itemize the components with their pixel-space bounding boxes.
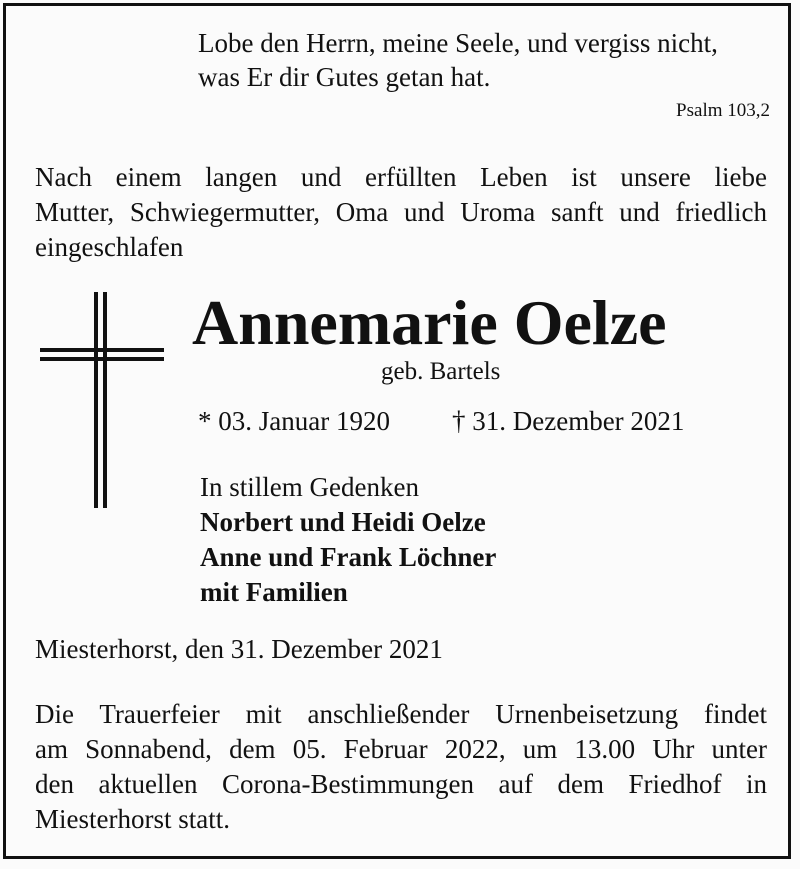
maiden-name: geb. Bartels — [381, 358, 501, 385]
death-date: † 31. Dezember 2021 — [452, 406, 685, 436]
service-line: den aktuellen Corona-Bestimmungen auf dem Friedhof in — [35, 769, 767, 799]
verse-line: Lobe den Herrn, meine Seele, und vergiss nicht, — [198, 28, 718, 58]
service-line: am Sonnabend, dem 05. Februar 2022, um 13.00 Uhr unter — [35, 734, 767, 764]
service-info — [35, 697, 767, 837]
intro-line: Nach einem langen und erfüllten Leben ist unsere liebe — [35, 162, 767, 192]
service-line: Die Trauerfeier mit anschließender Urnenbeisetzung findet — [35, 699, 767, 729]
intro-line: Mutter, Schwiegermutter, Oma und Uroma sanft und friedlich — [35, 197, 767, 227]
intro-text — [35, 160, 767, 265]
deceased-name: Annemarie Oelze — [192, 287, 667, 358]
mourner-name: Norbert und Heidi Oelze — [200, 507, 486, 537]
intro-line: eingeschlafen — [35, 232, 184, 262]
birth-date: * 03. Januar 1920 — [198, 406, 390, 436]
mourner-name: Anne und Frank Löchner — [200, 542, 497, 572]
mourners-list — [200, 505, 496, 610]
cross-icon — [40, 292, 164, 508]
verse-reference: Psalm 103,2 — [676, 100, 770, 121]
mourner-name: mit Familien — [200, 577, 348, 607]
verse-line: was Er dir Gutes getan hat. — [198, 62, 491, 92]
service-line: Miesterhorst statt. — [35, 804, 230, 834]
memory-heading: In stillem Gedenken — [200, 472, 419, 502]
place-date: Miesterhorst, den 31. Dezember 2021 — [35, 634, 443, 664]
bible-verse — [198, 26, 718, 94]
